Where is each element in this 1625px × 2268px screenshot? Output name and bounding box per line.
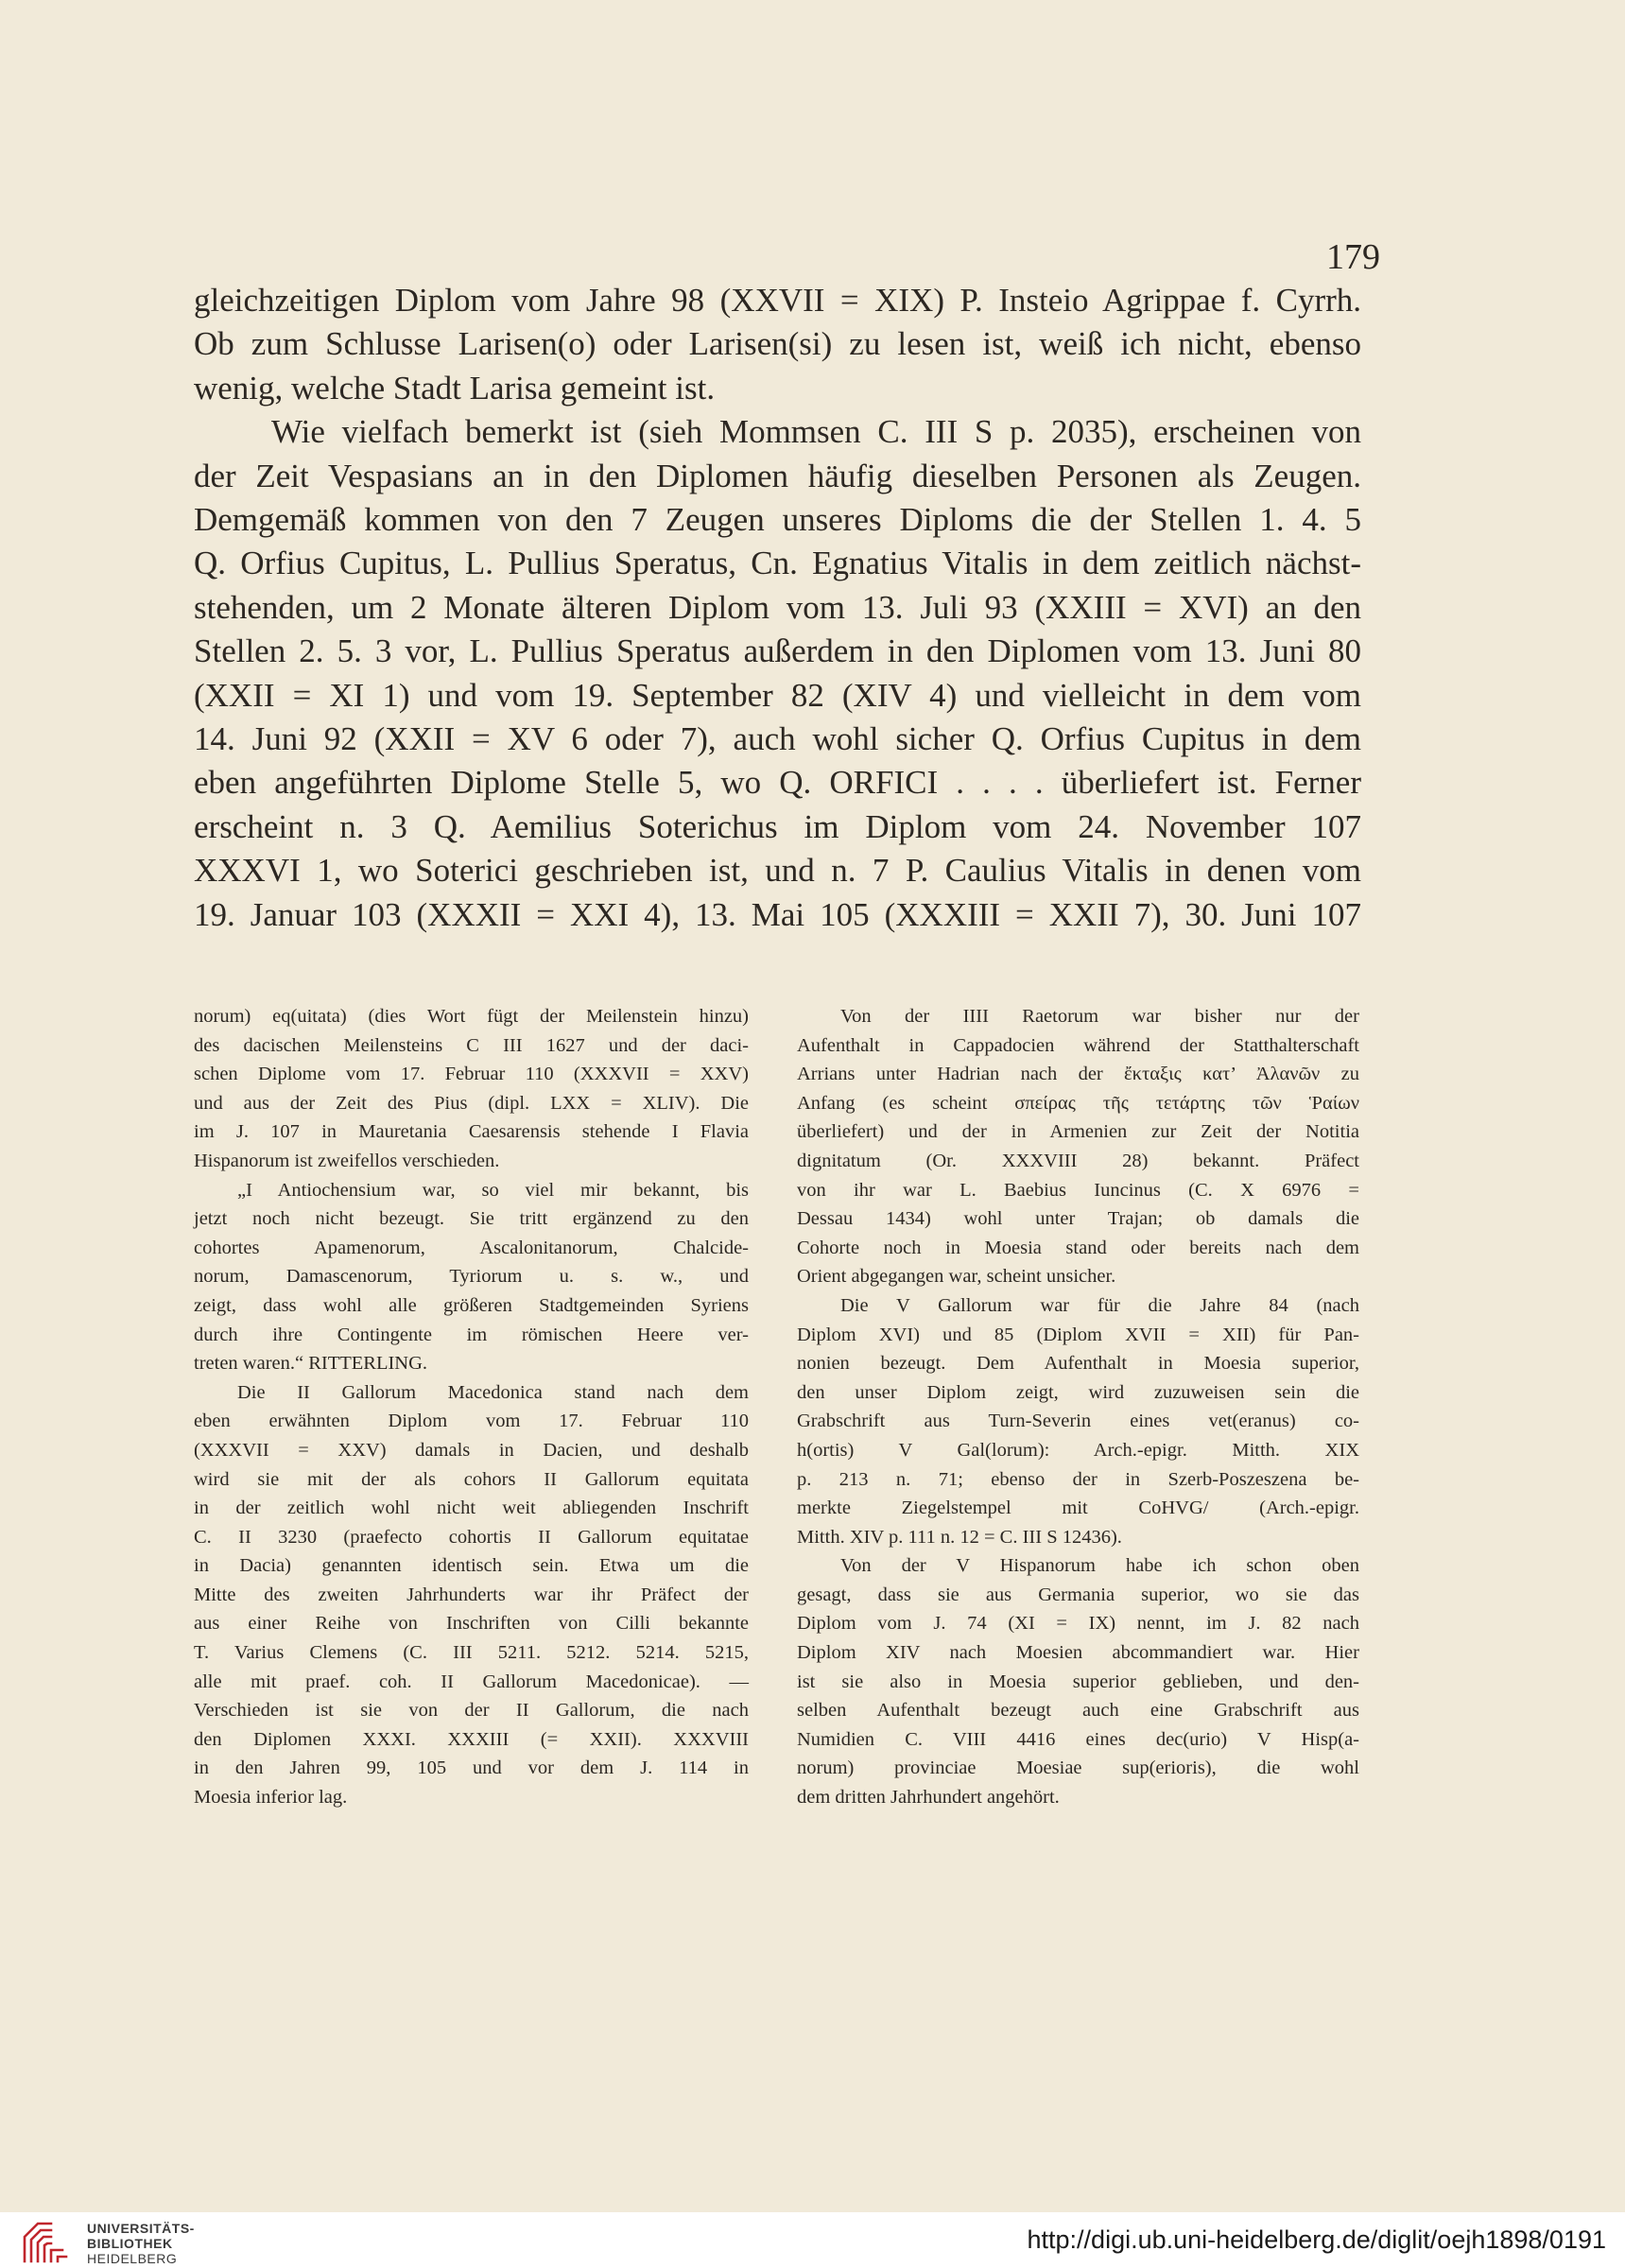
note-line: im J. 107 in Mauretania Caesarensis stehende I Flavia xyxy=(194,1121,749,1143)
note-line: treten waren.“ RITTERLING. xyxy=(194,1353,428,1375)
footnotes-right-column xyxy=(797,1002,1359,1812)
note-line: Cohorte noch in Moesia stand oder bereits nach dem xyxy=(797,1237,1359,1258)
main-line: XXXVI 1, wo Soterici geschrieben ist, und n. 7 P. Caulius Vitalis in denen vom xyxy=(194,852,1361,890)
note-line: alle mit praef. coh. II Gallorum Macedonicae). — xyxy=(194,1671,749,1692)
note-line: T. Varius Clemens (C. III 5211. 5212. 5214. 5215, xyxy=(194,1642,749,1664)
note-line: Hispanorum ist zweifellos verschieden. xyxy=(194,1150,500,1171)
note-line: Anfang (es scheint σπείρας τῆς τετάρτης τῶν Ῥαίων xyxy=(797,1092,1359,1114)
footnotes-left-column xyxy=(194,1002,749,1812)
note-line: Aufenthalt in Cappadocien während der Statthalterschaft xyxy=(797,1034,1359,1056)
main-line: Q. Orfius Cupitus, L. Pullius Speratus, Cn. Egnatius Vitalis in dem zeitlich nächst- xyxy=(194,545,1361,582)
note-line: des dacischen Meilensteins C III 1627 und der daci- xyxy=(194,1034,749,1056)
note-line: Orient abgegangen war, scheint unsicher. xyxy=(797,1266,1116,1288)
note-line: in Dacia) genannten identisch sein. Etwa um die xyxy=(194,1555,749,1577)
main-line: 19. Januar 103 (XXXII = XXI 4), 13. Mai 105 (XXXIII = XXII 7), 30. Juni 107 xyxy=(194,895,1361,933)
note-line: jetzt noch nicht bezeugt. Sie tritt ergänzend zu den xyxy=(194,1208,749,1230)
source-url-link[interactable]: http://digi.ub.uni-heidelberg.de/diglit/oejh1898/0191 xyxy=(1027,2225,1606,2254)
note-line: aus einer Reihe von Inschriften von Cilli bekannte xyxy=(194,1613,749,1635)
main-line: Ob zum Schlusse Larisen(o) oder Larisen(si) zu lesen ist, weiß ich nicht, ebenso xyxy=(194,325,1361,363)
note-line: Von der IIII Raetorum war bisher nur der xyxy=(840,1006,1359,1027)
note-line: norum, Damascenorum, Tyriorum u. s. w., und xyxy=(194,1266,749,1288)
note-line: schen Diplome vom 17. Februar 110 (XXXVII = XXV) xyxy=(194,1064,749,1085)
note-line: Diplom XVI) und 85 (Diplom XVII = XII) für Pan- xyxy=(797,1324,1359,1345)
note-line: in der zeitlich wohl nicht weit abliegenden Inschrift xyxy=(194,1498,749,1519)
library-logo-icon xyxy=(21,2220,78,2265)
note-line: Diplom vom J. 74 (XI = IX) nennt, im J. 82 nach xyxy=(797,1613,1359,1635)
main-text xyxy=(194,279,1361,937)
note-line: norum) eq(uitata) (dies Wort fügt der Meilenstein hinzu) xyxy=(194,1006,749,1027)
note-line: Grabschrift aus Turn-Severin eines vet(eranus) co- xyxy=(797,1411,1359,1432)
note-line: C. II 3230 (praefecto cohortis II Gallorum equitatae xyxy=(194,1526,749,1548)
main-line: Demgemäß kommen von den 7 Zeugen unseres Diploms die der Stellen 1. 4. 5 xyxy=(194,501,1361,539)
note-line: „I Antiochensium war, so viel mir bekannt, bis xyxy=(237,1179,749,1201)
note-line: Numidien C. VIII 4416 eines dec(urio) V Hisp(a- xyxy=(797,1728,1359,1750)
main-line: stehenden, um 2 Monate älteren Diplom vom 13. Juli 93 (XXIII = XVI) an den xyxy=(194,588,1361,626)
logo-stroke xyxy=(31,2230,51,2261)
note-line: den Diplomen XXXI. XXXIII (= XXII). XXXVIII xyxy=(194,1728,749,1750)
note-line: cohortes Apamenorum, Ascalonitanorum, Chalcide- xyxy=(194,1237,749,1258)
note-line: p. 213 n. 71; ebenso der in Szerb-Poszeszena be- xyxy=(797,1468,1359,1490)
note-line: dignitatum (Or. XXXVIII 28) bekannt. Präfect xyxy=(797,1150,1359,1171)
note-line: Von der V Hispanorum habe ich schon oben xyxy=(840,1555,1359,1577)
main-line: wenig, welche Stadt Larisa gemeint ist. xyxy=(194,369,716,407)
main-line: Stellen 2. 5. 3 vor, L. Pullius Speratus außerdem in den Diplomen vom 13. Juni 80 xyxy=(194,632,1361,670)
note-line: durch ihre Contingente im römischen Heere ver- xyxy=(194,1324,749,1345)
note-line: Die V Gallorum war für die Jahre 84 (nach xyxy=(840,1294,1359,1316)
note-line: Die II Gallorum Macedonica stand nach dem xyxy=(237,1381,749,1403)
note-line: Mitte des zweiten Jahrhunderts war ihr Präfect der xyxy=(194,1584,749,1605)
note-line: ist sie also in Moesia superior geblieben, und den- xyxy=(797,1671,1359,1692)
page-number: 179 xyxy=(1326,237,1380,277)
main-line: 14. Juni 92 (XXII = XV 6 oder 7), auch wohl sicher Q. Orfius Cupitus in dem xyxy=(194,720,1361,758)
note-line: Mitth. XIV p. 111 n. 12 = C. III S 12436). xyxy=(797,1526,1122,1548)
library-name-line: BIBLIOTHEK xyxy=(87,2236,173,2251)
note-line: Dessau 1434) wohl unter Trajan; ob damals die xyxy=(797,1208,1359,1230)
note-line: Arrians unter Hadrian nach der ἔκταξις κατ’ Ἀλανῶν zu xyxy=(797,1064,1359,1085)
note-line: norum) provinciae Moesiae sup(erioris), die wohl xyxy=(797,1757,1359,1779)
footer-bar xyxy=(0,2212,1625,2268)
note-line: merkte Ziegelstempel mit CoHVG/ (Arch.-epigr. xyxy=(797,1498,1359,1519)
note-line: wird sie mit der als cohors II Gallorum equitata xyxy=(194,1468,749,1490)
main-line: erscheint n. 3 Q. Aemilius Soterichus im Diplom vom 24. November 107 xyxy=(194,807,1361,845)
main-line: Wie vielfach bemerkt ist (sieh Mommsen C. III S p. 2035), erscheinen von xyxy=(271,413,1361,451)
note-line: überliefert) und der in Armenien zur Zeit der Notitia xyxy=(797,1121,1359,1143)
note-line: Verschieden ist sie von der II Gallorum, die nach xyxy=(194,1700,749,1722)
main-line: gleichzeitigen Diplom vom Jahre 98 (XXVII = XIX) P. Insteio Agrippae f. Cyrrh. xyxy=(194,282,1361,319)
note-line: in den Jahren 99, 105 und vor dem J. 114 in xyxy=(194,1757,749,1779)
main-line: (XXII = XI 1) und vom 19. September 82 (XIV 4) und vielleicht in dem vom xyxy=(194,676,1361,714)
note-line: Diplom XIV nach Moesien abcommandiert war. Hier xyxy=(797,1642,1359,1664)
note-line: und aus der Zeit des Pius (dipl. LXX = XLIV). Die xyxy=(194,1092,749,1114)
note-line: gesagt, dass sie aus Germania superior, wo sie das xyxy=(797,1584,1359,1605)
library-name xyxy=(87,2221,195,2266)
note-line: dem dritten Jahrhundert angehört. xyxy=(797,1787,1060,1809)
logo-stroke xyxy=(58,2257,66,2261)
note-line: von ihr war L. Baebius Iuncinus (C. X 6976 = xyxy=(797,1179,1359,1201)
main-line: der Zeit Vespasians an in den Diplomen häufig dieselben Personen als Zeugen. xyxy=(194,457,1361,494)
library-name-line: HEIDELBERG xyxy=(87,2251,178,2266)
note-line: h(ortis) V Gal(lorum): Arch.-epigr. Mitth. XIX xyxy=(797,1439,1359,1461)
note-line: Moesia inferior lag. xyxy=(194,1787,348,1809)
note-line: nonien bezeugt. Dem Aufenthalt in Moesia superior, xyxy=(797,1353,1359,1375)
note-line: eben erwähnten Diplom vom 17. Februar 110 xyxy=(194,1411,749,1432)
note-line: selben Aufenthalt bezeugt auch eine Grabschrift aus xyxy=(797,1700,1359,1722)
note-line: zeigt, dass wohl alle größeren Stadtgemeinden Syriens xyxy=(194,1294,749,1316)
note-line: (XXXVII = XXV) damals in Dacien, und deshalb xyxy=(194,1439,749,1461)
library-name-line: UNIVERSITÄTS- xyxy=(87,2221,195,2236)
main-line: eben angeführten Diplome Stelle 5, wo Q. ORFICI . . . . überliefert ist. Ferner xyxy=(194,764,1361,802)
note-line: den unser Diplom zeigt, wird zuzuweisen sein die xyxy=(797,1381,1359,1403)
